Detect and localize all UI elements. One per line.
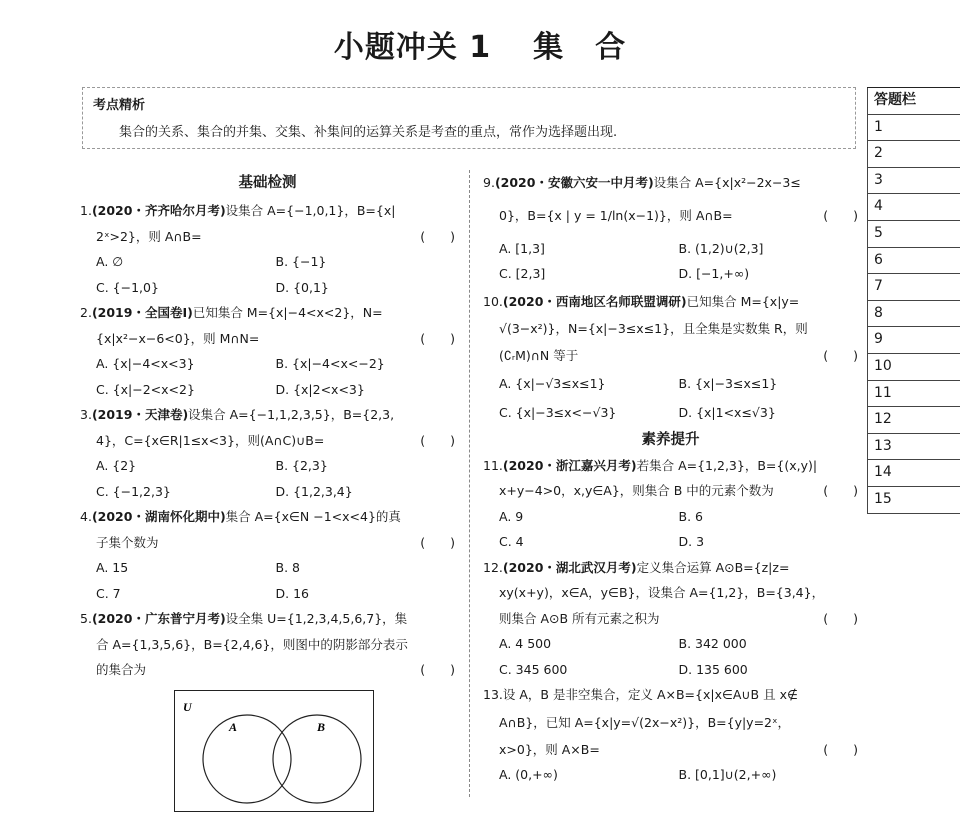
option-b: B. {−1}	[275, 254, 327, 269]
answer-row[interactable]: 4	[867, 194, 960, 221]
option-b: B. {2,3}	[275, 458, 328, 473]
question-10: 10.(2020・西南地区名师联盟调研)已知集合 M={x|y= √(3−x²)}，N={x|−3≤x≤1}，且全集是实数集 R，则 (∁ᵣM)∩N 等于 ( ) A. {x|−√3≤x≤1} B. {x|−3≤x≤1} C. {x|−3≤x<−√3} D. {x|1<x≤√3}	[483, 289, 858, 427]
option-a: A. {2}	[96, 458, 137, 473]
answer-row[interactable]: 2	[867, 141, 960, 168]
options	[80, 351, 455, 402]
option-c: C. 345 600	[499, 661, 568, 677]
question-2: 2.(2019・全国卷Ⅰ)已知集合 M={x|−4<x<2}，N= {x|x²−x−6<0}，则 M∩N= ( ) A. {x|−4<x<3} B. {x|−4<x<−2} C. {x|−2<x<2} D. {x|2<x<3}	[80, 300, 455, 402]
option-a: A. ∅	[96, 254, 124, 269]
option-c: C. 4	[499, 534, 524, 549]
section-basic: 基础检测	[238, 175, 297, 191]
question-9: 9.(2020・安徽六安一中月考)设集合 A={x|x²−2x−3≤ 0}，B={x | y = 1/ln(x−1)}，则 A∩B= ( ) A. [1,3] B. (1,2)∪(2,3] C. [2,3] D. [−1,+∞)	[483, 170, 858, 287]
question-4: 4.(2020・湖南怀化期中)集合 A={x∈N −1<x<4}的真 子集个数为 ( ) A. 15 B. 8 C. 7 D. 16	[80, 504, 455, 606]
options	[483, 369, 858, 427]
answer-paren: ( )	[823, 483, 858, 498]
options	[80, 555, 455, 606]
option-a: A. {x|−√3≤x≤1}	[499, 375, 606, 391]
answer-paren: ( )	[823, 610, 858, 626]
answer-row[interactable]: 6	[867, 248, 960, 275]
answer-row[interactable]: 9	[867, 327, 960, 354]
option-a: A. (0,+∞)	[499, 767, 558, 782]
venn-svg	[175, 691, 373, 811]
options	[80, 453, 455, 504]
option-d: D. {0,1}	[275, 279, 329, 295]
venn-circle-a	[203, 715, 291, 803]
left-column	[80, 168, 455, 683]
answer-paren: ( )	[823, 741, 858, 757]
answer-row[interactable]: 13	[867, 434, 960, 461]
question-5: 5.(2020・广东普宁月考)设全集 U={1,2,3,4,5,6,7}，集 合 A={1,3,5,6}，B={2,4,6}，则图中的阴影部分表示 的集合为 ( )	[80, 606, 455, 683]
option-b: B. (1,2)∪(2,3]	[678, 240, 764, 256]
answer-row[interactable]: 11	[867, 381, 960, 408]
option-c: C. {x|−2<x<2}	[96, 381, 195, 397]
option-a: A. [1,3]	[499, 240, 545, 256]
option-d: D. {x|2<x<3}	[275, 381, 365, 397]
answer-row[interactable]: 10	[867, 354, 960, 381]
option-b: B. [0,1]∪(2,+∞)	[678, 767, 777, 782]
option-d: D. {1,2,3,4}	[275, 483, 353, 499]
answer-sheet	[867, 87, 960, 514]
answer-row[interactable]: 1	[867, 115, 960, 142]
venn-label-a: A	[229, 720, 238, 734]
answer-row[interactable]: 8	[867, 301, 960, 328]
option-b: B. 8	[275, 560, 300, 575]
option-b: B. 6	[678, 508, 703, 524]
answer-paren: ( )	[420, 228, 455, 244]
option-d: D. {x|1<x≤√3}	[678, 404, 776, 420]
options	[483, 504, 858, 555]
answer-sheet-header: 答题栏	[867, 88, 960, 115]
option-a: A. 9	[499, 508, 524, 524]
answer-row[interactable]: 14	[867, 460, 960, 487]
section-advanced: 素养提升	[641, 431, 700, 448]
option-c: C. 7	[96, 585, 121, 601]
option-b: B. {x|−4<x<−2}	[275, 356, 385, 371]
key-points-text: 集合的关系、集合的并集、交集、补集间的运算关系是考查的重点，常作为选择题出现.	[119, 125, 618, 140]
answer-paren: ( )	[420, 662, 455, 677]
column-divider	[469, 170, 470, 797]
options	[483, 236, 858, 287]
option-c: C. {−1,0}	[96, 279, 159, 295]
option-c: C. {x|−3≤x<−√3}	[499, 404, 617, 420]
answer-row[interactable]: 5	[867, 221, 960, 248]
option-c: C. [2,3]	[499, 266, 546, 281]
venn-label-b: B	[317, 720, 326, 734]
options	[483, 631, 858, 682]
question-11: 11.(2020・浙江嘉兴月考)若集合 A={1,2,3}，B={(x,y)| x+y−4>0，x,y∈A}，则集合 B 中的元素个数为 ( ) A. 9 B. 6 C. 4 D. 3	[483, 453, 858, 555]
answer-paren: ( )	[420, 534, 455, 550]
option-d: D. 3	[678, 534, 705, 549]
answer-paren: ( )	[420, 432, 455, 448]
answer-paren: ( )	[823, 348, 858, 363]
right-column	[483, 170, 858, 788]
answer-paren: ( )	[823, 207, 858, 223]
answer-paren: ( )	[420, 330, 455, 346]
options	[80, 249, 455, 300]
option-a: A. 4 500	[499, 636, 552, 651]
option-d: D. 135 600	[678, 661, 748, 677]
page-title: 小题冲关 1 集 合	[333, 30, 627, 65]
question-3: 3.(2019・天津卷)设集合 A={−1,1,2,3,5}，B={2,3, 4}，C={x∈R|1≤x<3}，则(A∩C)∪B= ( ) A. {2} B. {2,3} C. {−1,2,3} D. {1,2,3,4}	[80, 402, 455, 504]
question-12: 12.(2020・湖北武汉月考)定义集合运算 A⊙B={z|z= xy(x+y)，x∈A，y∈B}，设集合 A={1,2}，B={3,4}， 则集合 A⊙B 所有元素之积为 ( ) A. 4 500 B. 342 000 C. 345 600 D. 135 600	[483, 555, 858, 683]
key-points-heading: 考点精析	[93, 98, 146, 113]
option-a: A. {x|−4<x<3}	[96, 356, 195, 371]
option-c: C. {−1,2,3}	[96, 483, 171, 499]
answer-row[interactable]: 7	[867, 274, 960, 301]
option-b: B. {x|−3≤x≤1}	[678, 375, 778, 391]
venn-diagram	[174, 690, 374, 812]
question-13: 13.设 A，B 是非空集合，定义 A×B={x|x∈A∪B 且 x∉ A∩B}，已知 A={x|y=√(2x−x²)}，B={y|y=2ˣ， x>0}，则 A×B= ( ) A. (0,+∞) B. [0,1]∪(2,+∞)	[483, 682, 858, 788]
option-d: D. [−1,+∞)	[678, 266, 750, 281]
venn-label-u: U	[183, 700, 192, 714]
option-a: A. 15	[96, 560, 129, 575]
option-d: D. 16	[275, 585, 309, 601]
answer-row[interactable]: 12	[867, 407, 960, 434]
question-1: 1.(2020・齐齐哈尔月考)设集合 A={−1,0,1}，B={x| 2ˣ>2}，则 A∩B= ( ) A. ∅ B. {−1} C. {−1,0} D. {0,1}	[80, 198, 455, 300]
answer-row[interactable]: 3	[867, 168, 960, 195]
option-b: B. 342 000	[678, 636, 747, 651]
key-points-box	[82, 87, 856, 149]
answer-row[interactable]: 15	[867, 487, 960, 514]
options	[483, 762, 858, 788]
